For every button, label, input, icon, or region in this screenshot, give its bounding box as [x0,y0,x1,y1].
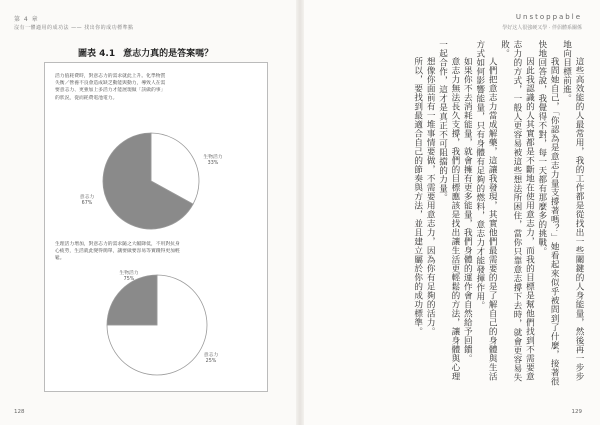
page-number-left: 128 [14,409,25,415]
figure-title [78,46,213,59]
figure-caption: 意志力真的是答案嗎？ [123,49,214,59]
figure-label: 圖表 4.1 [78,49,116,59]
vertical-body-text [320,40,585,390]
pie-charts-svg [45,63,267,391]
chapter-title: 沒有一體適用的成功法 —— 找出你的成功標準點 [14,25,134,31]
chart1-label-will: 意志力 67% [79,195,95,206]
body-paragraph: 所以，要找到最適合自己的節奏與方法，並且建立屬於你的成功標準。 [412,57,423,337]
body-paragraph: 人們把意志力當成解藥，這讓我發現，其實他們最需要的是了解自己的身體與生活方式如何影響能量，只有身體有足夠的燃料，意志力才能發揮作用。 [474,40,498,382]
chart2-label-bio: 生物活力 75% [119,271,139,282]
chart1-description: 活力值耗費時，對意志力的需求就此上升。化學物質失衡／營養不良會造成缺乏動能與動力，導致人在需要意志力、更強加上多活力才能展現做「該做的事」的狀況，從而耗費電池電力。 [55,74,166,101]
book-gutter [296,0,304,425]
chart2-label-will: 意志力 25% [203,353,219,364]
page-number-right: 129 [571,409,582,415]
body-paragraph: 我問她自己，「你認為是意志力量支撐著嗎？」她看起來似乎被問到了什麼，接著很快地回答說，我覺得不對，每一天都有那麼多的挑戰。 [536,40,560,386]
running-head-en: Unstoppable [515,13,582,21]
chapter-number: 第 4 章 [14,16,39,23]
body-paragraph: 想像你面前有一堆事情要做，不需要用意志力，因為你有足夠的活力。 [425,57,436,337]
body-paragraph: 這些高效能的人最常用，我的工作都是從找出一些關鍵的人身能量，然後再一步步地向目標前進。 [561,40,584,382]
figure-box [44,62,268,392]
running-head-zh: 學好这人很強硬又學 · 伴侶體系關係 [502,25,582,31]
body-paragraph: 因此我認識的人其實都是不斷地在使用意志力，而我的目標是幫他們找到不需要意志力的方式，一般人更容易被這些想法所困住，當你只靠意志撐下去時，就會更容易失敗。 [499,40,535,382]
body-paragraph: 意志力無法長久支撐，我們的目標應該是找出讓生活更輕鬆的方法，讓身體與心理一起合作，這才是真正不可阻擋的力量。 [437,40,460,382]
chart1-label-bio: 生物活力 33% [203,155,223,166]
body-paragraph: 如果你不去消耗能量，就會擁有更多能量，我們身體的運作會自然給予回饋。 [462,57,473,364]
chart2-description: 生理活力增加，對意志力的需求隨之大幅降低，不用對抗身心疲勞，生活就此變得簡單，讓要做要容易等實踐得更加輕鬆。 [55,242,180,262]
